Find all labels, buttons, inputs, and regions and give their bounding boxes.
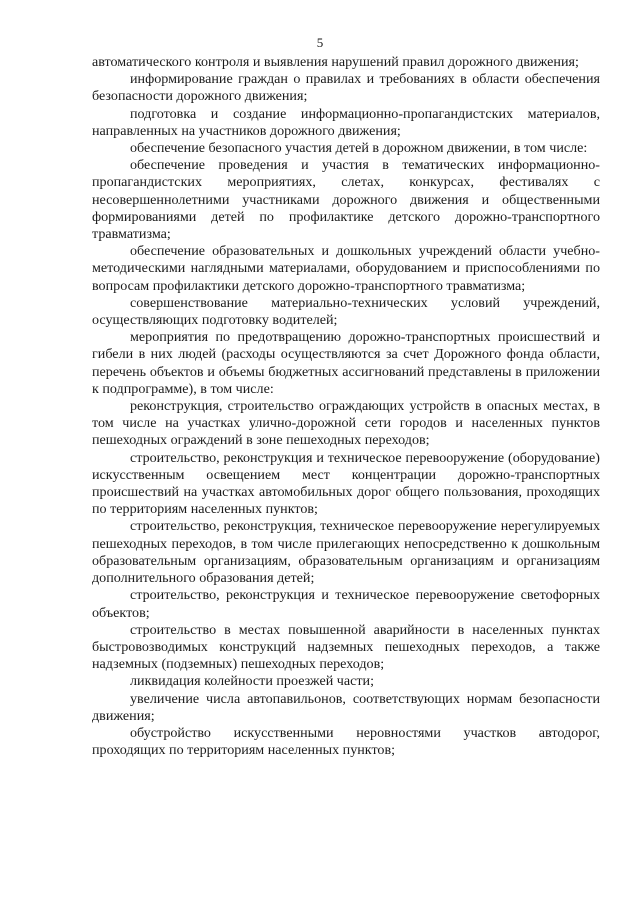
paragraph: реконструкция, строительство ограждающих устройств в опасных местах, в том числе на участках улично-дорожной сети городов и населенных пунктов пешеходных ограждений в зоне пешеходных переходов; bbox=[92, 398, 600, 449]
page-number: 5 bbox=[316, 35, 324, 50]
paragraph: обеспечение образовательных и дошкольных учреждений области учебно-методическими наглядными материалами, оборудованием и приспособлениями по вопросам профилактики детского дорожно-транспортного травматизма; bbox=[92, 243, 600, 294]
paragraph: автоматического контроля и выявления нарушений правил дорожного движения; bbox=[92, 54, 579, 70]
paragraph: обеспечение проведения и участия в тематических информационно-пропагандистских мероприятиях, слетах, конкурсах, фестивалях с несовершеннолетними участниками дорожного движения и общественными формированиями детей по профилактике детского дорожно-транспортного травматизма; bbox=[92, 157, 600, 243]
paragraph: информирование граждан о правилах и требованиях в области обеспечения безопасности дорожного движения; bbox=[92, 71, 600, 105]
paragraph: строительство в местах повышенной аварийности в населенных пунктах быстровозводимых конструкций надземных пешеходных переходов, а также надземных (подземных) пешеходных переходов; bbox=[92, 621, 600, 673]
paragraph: подготовка и создание информационно-пропагандистских материалов, направленных на участников дорожного движения; bbox=[92, 105, 600, 139]
paragraph: совершенствование материально-технических условий учреждений, осуществляющих подготовку водителей; bbox=[92, 294, 600, 329]
paragraph: обеспечение безопасного участия детей в дорожном движении, в том числе: bbox=[130, 140, 588, 157]
paragraph: ликвидация колейности проезжей части; bbox=[130, 673, 375, 690]
paragraph: увеличение числа автопавильонов, соответствующих нормам безопасности движения; bbox=[92, 690, 600, 724]
paragraph: обустройство искусственными неровностями участков автодорог, проходящих по территориям населенных пунктов; bbox=[92, 724, 600, 759]
paragraph: строительство, реконструкция и техническое перевооружение (оборудование) искусственным освещением мест концентрации дорожно-транспортных происшествий на участках автомобильных дорог общего пользования, проходящих по территориям населенных пунктов; bbox=[92, 449, 600, 518]
paragraph: мероприятия по предотвращению дорожно-транспортных происшествий и гибели в них людей (расходы осуществляются за счет Дорожного фонда области, перечень объектов и объемы бюджетных ассигнований представлены в приложении к подпрограмме), в том числе: bbox=[92, 329, 600, 397]
paragraph: строительство, реконструкция, техническое перевооружение нерегулируемых пешеходных переходов, в том числе прилегающих непосредственно к дошкольным образовательным организациям, образовательным организациям и организациям дополнительного образования детей; bbox=[92, 518, 600, 587]
paragraph: строительство, реконструкция и техническое перевооружение светофорных объектов; bbox=[92, 587, 600, 621]
document-body bbox=[92, 54, 600, 759]
